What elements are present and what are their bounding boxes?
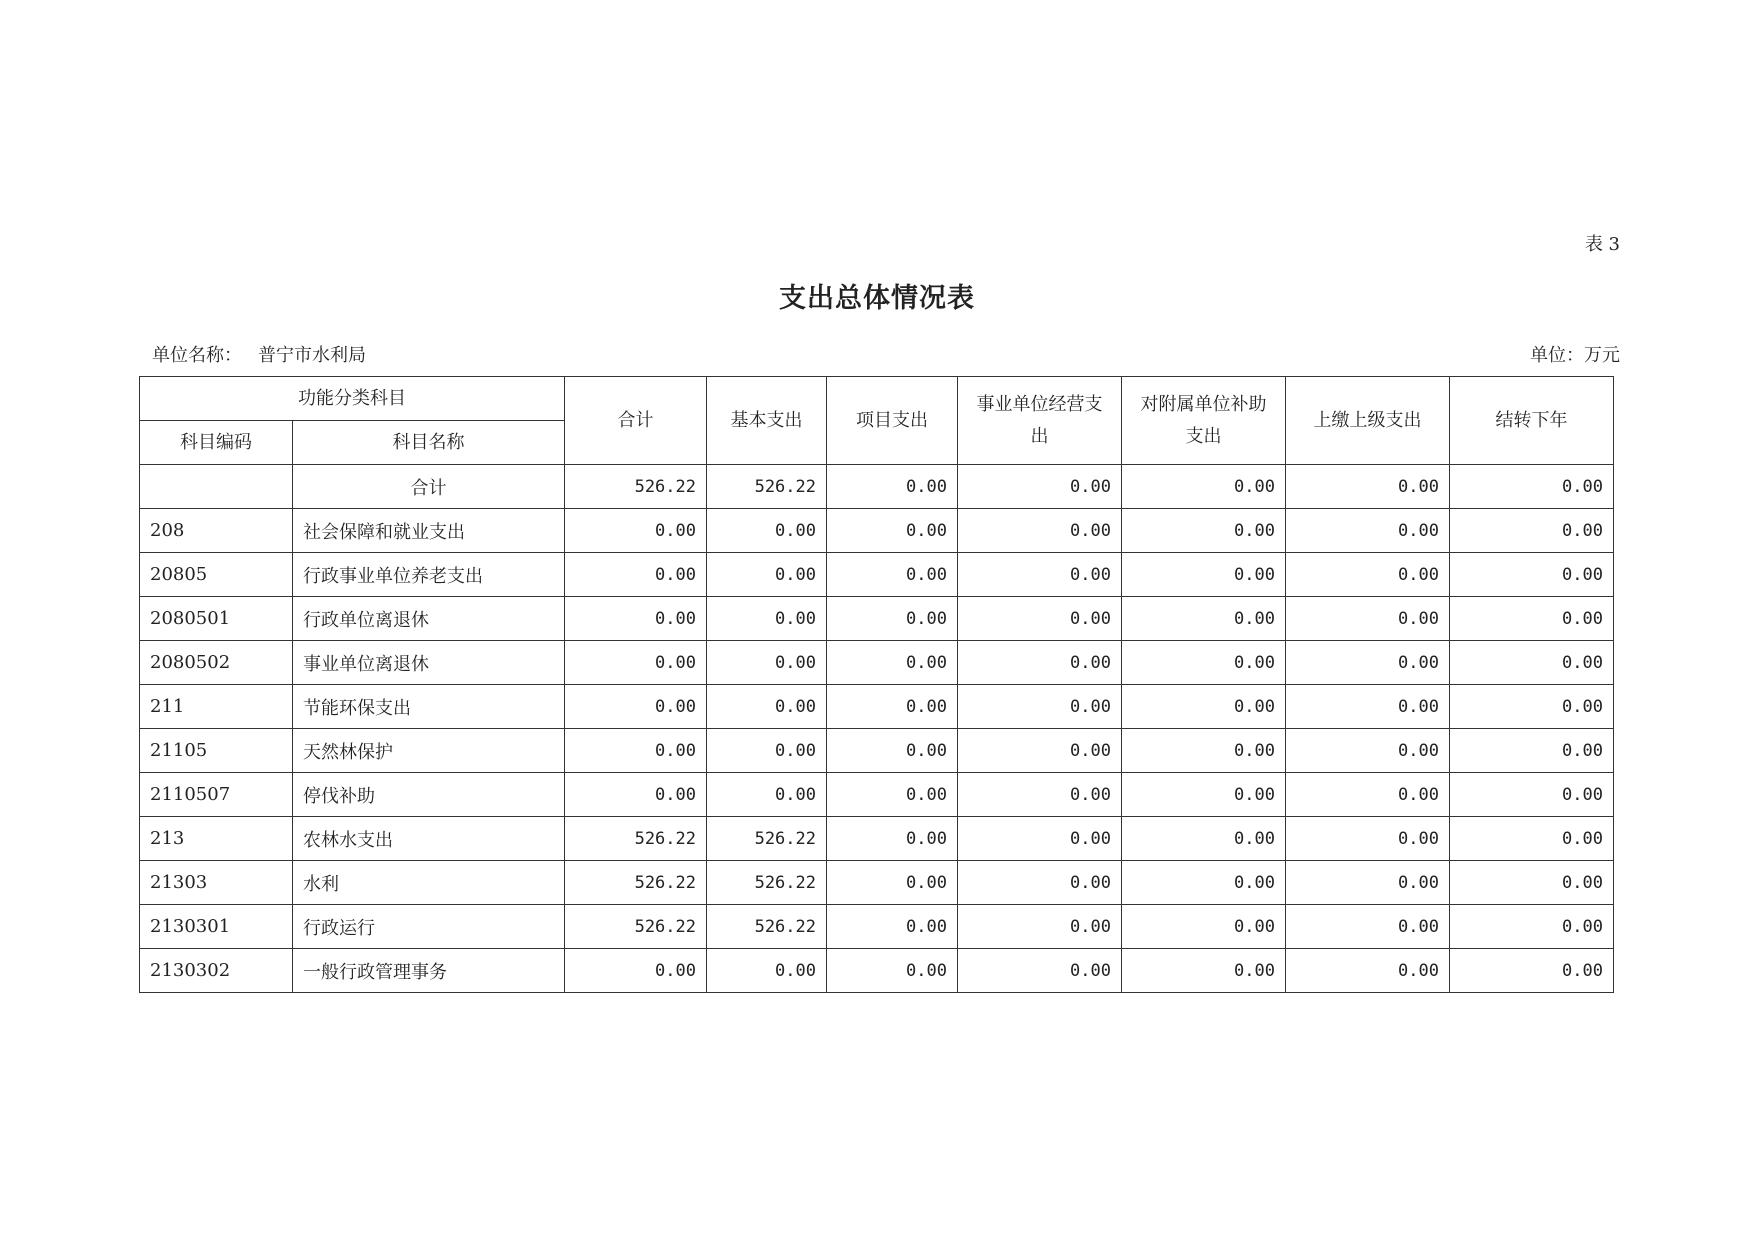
row-subject-code: 2080501 — [140, 597, 293, 641]
row-amount-cell: 0.00 — [707, 509, 827, 553]
row-amount-cell: 0.00 — [1450, 729, 1614, 773]
row-subject-name: 农林水支出 — [293, 817, 565, 861]
row-amount-cell: 0.00 — [958, 685, 1122, 729]
row-subject-code: 21105 — [140, 729, 293, 773]
total-row-value: 526.22 — [565, 465, 707, 509]
header-carryover: 结转下年 — [1450, 377, 1614, 465]
row-amount-cell: 0.00 — [827, 773, 958, 817]
row-amount-cell: 0.00 — [1450, 905, 1614, 949]
currency-unit-label: 单位：万元 — [1530, 345, 1620, 366]
header-project-expenditure: 项目支出 — [827, 377, 958, 465]
table-row — [140, 641, 1614, 685]
row-subject-code: 211 — [140, 685, 293, 729]
row-amount-cell: 0.00 — [1450, 597, 1614, 641]
table-row — [140, 773, 1614, 817]
row-subject-name: 天然林保护 — [293, 729, 565, 773]
row-amount-cell: 0.00 — [707, 597, 827, 641]
total-row-value: 0.00 — [1450, 465, 1614, 509]
row-amount-cell: 0.00 — [827, 817, 958, 861]
row-amount-cell: 0.00 — [1450, 773, 1614, 817]
row-amount-cell: 0.00 — [958, 509, 1122, 553]
row-amount-cell: 0.00 — [1286, 905, 1450, 949]
row-subject-code: 2130301 — [140, 905, 293, 949]
row-amount-cell: 0.00 — [1122, 861, 1286, 905]
row-amount-cell: 0.00 — [1450, 685, 1614, 729]
row-amount-cell: 0.00 — [565, 729, 707, 773]
header-basic-expenditure: 基本支出 — [707, 377, 827, 465]
row-amount-cell: 0.00 — [1122, 553, 1286, 597]
row-amount-cell: 0.00 — [958, 905, 1122, 949]
row-subject-name: 行政运行 — [293, 905, 565, 949]
total-row-value: 0.00 — [958, 465, 1122, 509]
header-business-expenditure: 事业单位经营支出 — [958, 377, 1122, 465]
row-amount-cell: 0.00 — [958, 553, 1122, 597]
row-amount-cell: 0.00 — [1122, 509, 1286, 553]
unit-name-label: 单位名称： — [152, 345, 242, 366]
row-subject-name: 行政事业单位养老支出 — [293, 553, 565, 597]
row-subject-name: 社会保障和就业支出 — [293, 509, 565, 553]
row-amount-cell: 0.00 — [707, 949, 827, 993]
table-row — [140, 553, 1614, 597]
total-row-code — [140, 465, 293, 509]
row-amount-cell: 0.00 — [565, 641, 707, 685]
row-amount-cell: 0.00 — [1450, 553, 1614, 597]
expenditure-table — [139, 376, 1614, 993]
row-amount-cell: 0.00 — [707, 553, 827, 597]
row-amount-cell: 0.00 — [1286, 509, 1450, 553]
row-amount-cell: 0.00 — [827, 861, 958, 905]
row-subject-name: 行政单位离退休 — [293, 597, 565, 641]
table-row — [140, 685, 1614, 729]
row-subject-name: 事业单位离退休 — [293, 641, 565, 685]
header-subsidy-expenditure: 对附属单位补助支出 — [1122, 377, 1286, 465]
header-total: 合计 — [565, 377, 707, 465]
header-function-category: 功能分类科目 — [140, 377, 565, 421]
row-subject-code: 208 — [140, 509, 293, 553]
row-amount-cell: 0.00 — [707, 773, 827, 817]
row-subject-name: 水利 — [293, 861, 565, 905]
row-amount-cell: 0.00 — [565, 509, 707, 553]
row-amount-cell: 0.00 — [1286, 729, 1450, 773]
row-amount-cell: 0.00 — [1450, 817, 1614, 861]
row-amount-cell: 0.00 — [707, 641, 827, 685]
unit-name-value: 普宁市水利局 — [258, 345, 366, 366]
row-amount-cell: 526.22 — [565, 905, 707, 949]
total-row — [140, 465, 1614, 509]
row-amount-cell: 0.00 — [958, 641, 1122, 685]
row-amount-cell: 0.00 — [1286, 597, 1450, 641]
row-subject-code: 213 — [140, 817, 293, 861]
row-amount-cell: 0.00 — [707, 685, 827, 729]
row-amount-cell: 0.00 — [565, 553, 707, 597]
row-amount-cell: 0.00 — [1122, 949, 1286, 993]
total-row-name: 合计 — [293, 465, 565, 509]
row-amount-cell: 0.00 — [1286, 949, 1450, 993]
row-amount-cell: 0.00 — [958, 949, 1122, 993]
row-amount-cell: 526.22 — [565, 861, 707, 905]
row-subject-name: 停伐补助 — [293, 773, 565, 817]
row-amount-cell: 0.00 — [707, 729, 827, 773]
row-subject-name: 一般行政管理事务 — [293, 949, 565, 993]
row-amount-cell: 0.00 — [958, 861, 1122, 905]
row-amount-cell: 0.00 — [1286, 641, 1450, 685]
row-amount-cell: 0.00 — [1122, 817, 1286, 861]
row-amount-cell: 0.00 — [1286, 553, 1450, 597]
table-row — [140, 817, 1614, 861]
unit-name-line — [152, 341, 366, 367]
row-amount-cell: 0.00 — [827, 949, 958, 993]
row-amount-cell: 0.00 — [1286, 817, 1450, 861]
table-row — [140, 861, 1614, 905]
row-amount-cell: 0.00 — [565, 949, 707, 993]
row-amount-cell: 0.00 — [1450, 641, 1614, 685]
row-amount-cell: 0.00 — [565, 597, 707, 641]
row-amount-cell: 526.22 — [707, 861, 827, 905]
row-amount-cell: 0.00 — [827, 553, 958, 597]
header-subject-code: 科目编码 — [140, 421, 293, 465]
total-row-value: 526.22 — [707, 465, 827, 509]
row-amount-cell: 0.00 — [1122, 729, 1286, 773]
row-amount-cell: 0.00 — [958, 817, 1122, 861]
row-amount-cell: 526.22 — [565, 817, 707, 861]
row-amount-cell: 0.00 — [827, 509, 958, 553]
row-amount-cell: 0.00 — [1286, 685, 1450, 729]
header-upper-expenditure: 上缴上级支出 — [1286, 377, 1450, 465]
header-row-1 — [140, 377, 1614, 421]
row-amount-cell: 0.00 — [1122, 773, 1286, 817]
row-amount-cell: 0.00 — [565, 685, 707, 729]
table-row — [140, 949, 1614, 993]
row-amount-cell: 526.22 — [707, 905, 827, 949]
row-amount-cell: 0.00 — [1450, 949, 1614, 993]
total-row-value: 0.00 — [1122, 465, 1286, 509]
table-row — [140, 509, 1614, 553]
row-amount-cell: 0.00 — [827, 685, 958, 729]
row-subject-code: 21303 — [140, 861, 293, 905]
row-subject-code: 2080502 — [140, 641, 293, 685]
row-amount-cell: 0.00 — [1450, 861, 1614, 905]
row-amount-cell: 526.22 — [707, 817, 827, 861]
table-row — [140, 729, 1614, 773]
table-row — [140, 597, 1614, 641]
row-amount-cell: 0.00 — [827, 905, 958, 949]
row-amount-cell: 0.00 — [827, 729, 958, 773]
page-title: 支出总体情况表 — [779, 283, 975, 314]
header-subject-name: 科目名称 — [293, 421, 565, 465]
row-amount-cell: 0.00 — [565, 773, 707, 817]
row-amount-cell: 0.00 — [1286, 861, 1450, 905]
table-number-label: 表 3 — [1584, 234, 1620, 255]
row-subject-code: 2130302 — [140, 949, 293, 993]
total-row-value: 0.00 — [827, 465, 958, 509]
row-amount-cell: 0.00 — [1122, 685, 1286, 729]
row-amount-cell: 0.00 — [827, 641, 958, 685]
row-amount-cell: 0.00 — [1122, 905, 1286, 949]
row-amount-cell: 0.00 — [958, 729, 1122, 773]
row-amount-cell: 0.00 — [827, 597, 958, 641]
row-subject-code: 20805 — [140, 553, 293, 597]
table-row — [140, 905, 1614, 949]
total-row-value: 0.00 — [1286, 465, 1450, 509]
row-subject-code: 2110507 — [140, 773, 293, 817]
row-amount-cell: 0.00 — [1450, 509, 1614, 553]
row-amount-cell: 0.00 — [958, 597, 1122, 641]
row-amount-cell: 0.00 — [1122, 597, 1286, 641]
row-subject-name: 节能环保支出 — [293, 685, 565, 729]
row-amount-cell: 0.00 — [958, 773, 1122, 817]
row-amount-cell: 0.00 — [1286, 773, 1450, 817]
row-amount-cell: 0.00 — [1122, 641, 1286, 685]
